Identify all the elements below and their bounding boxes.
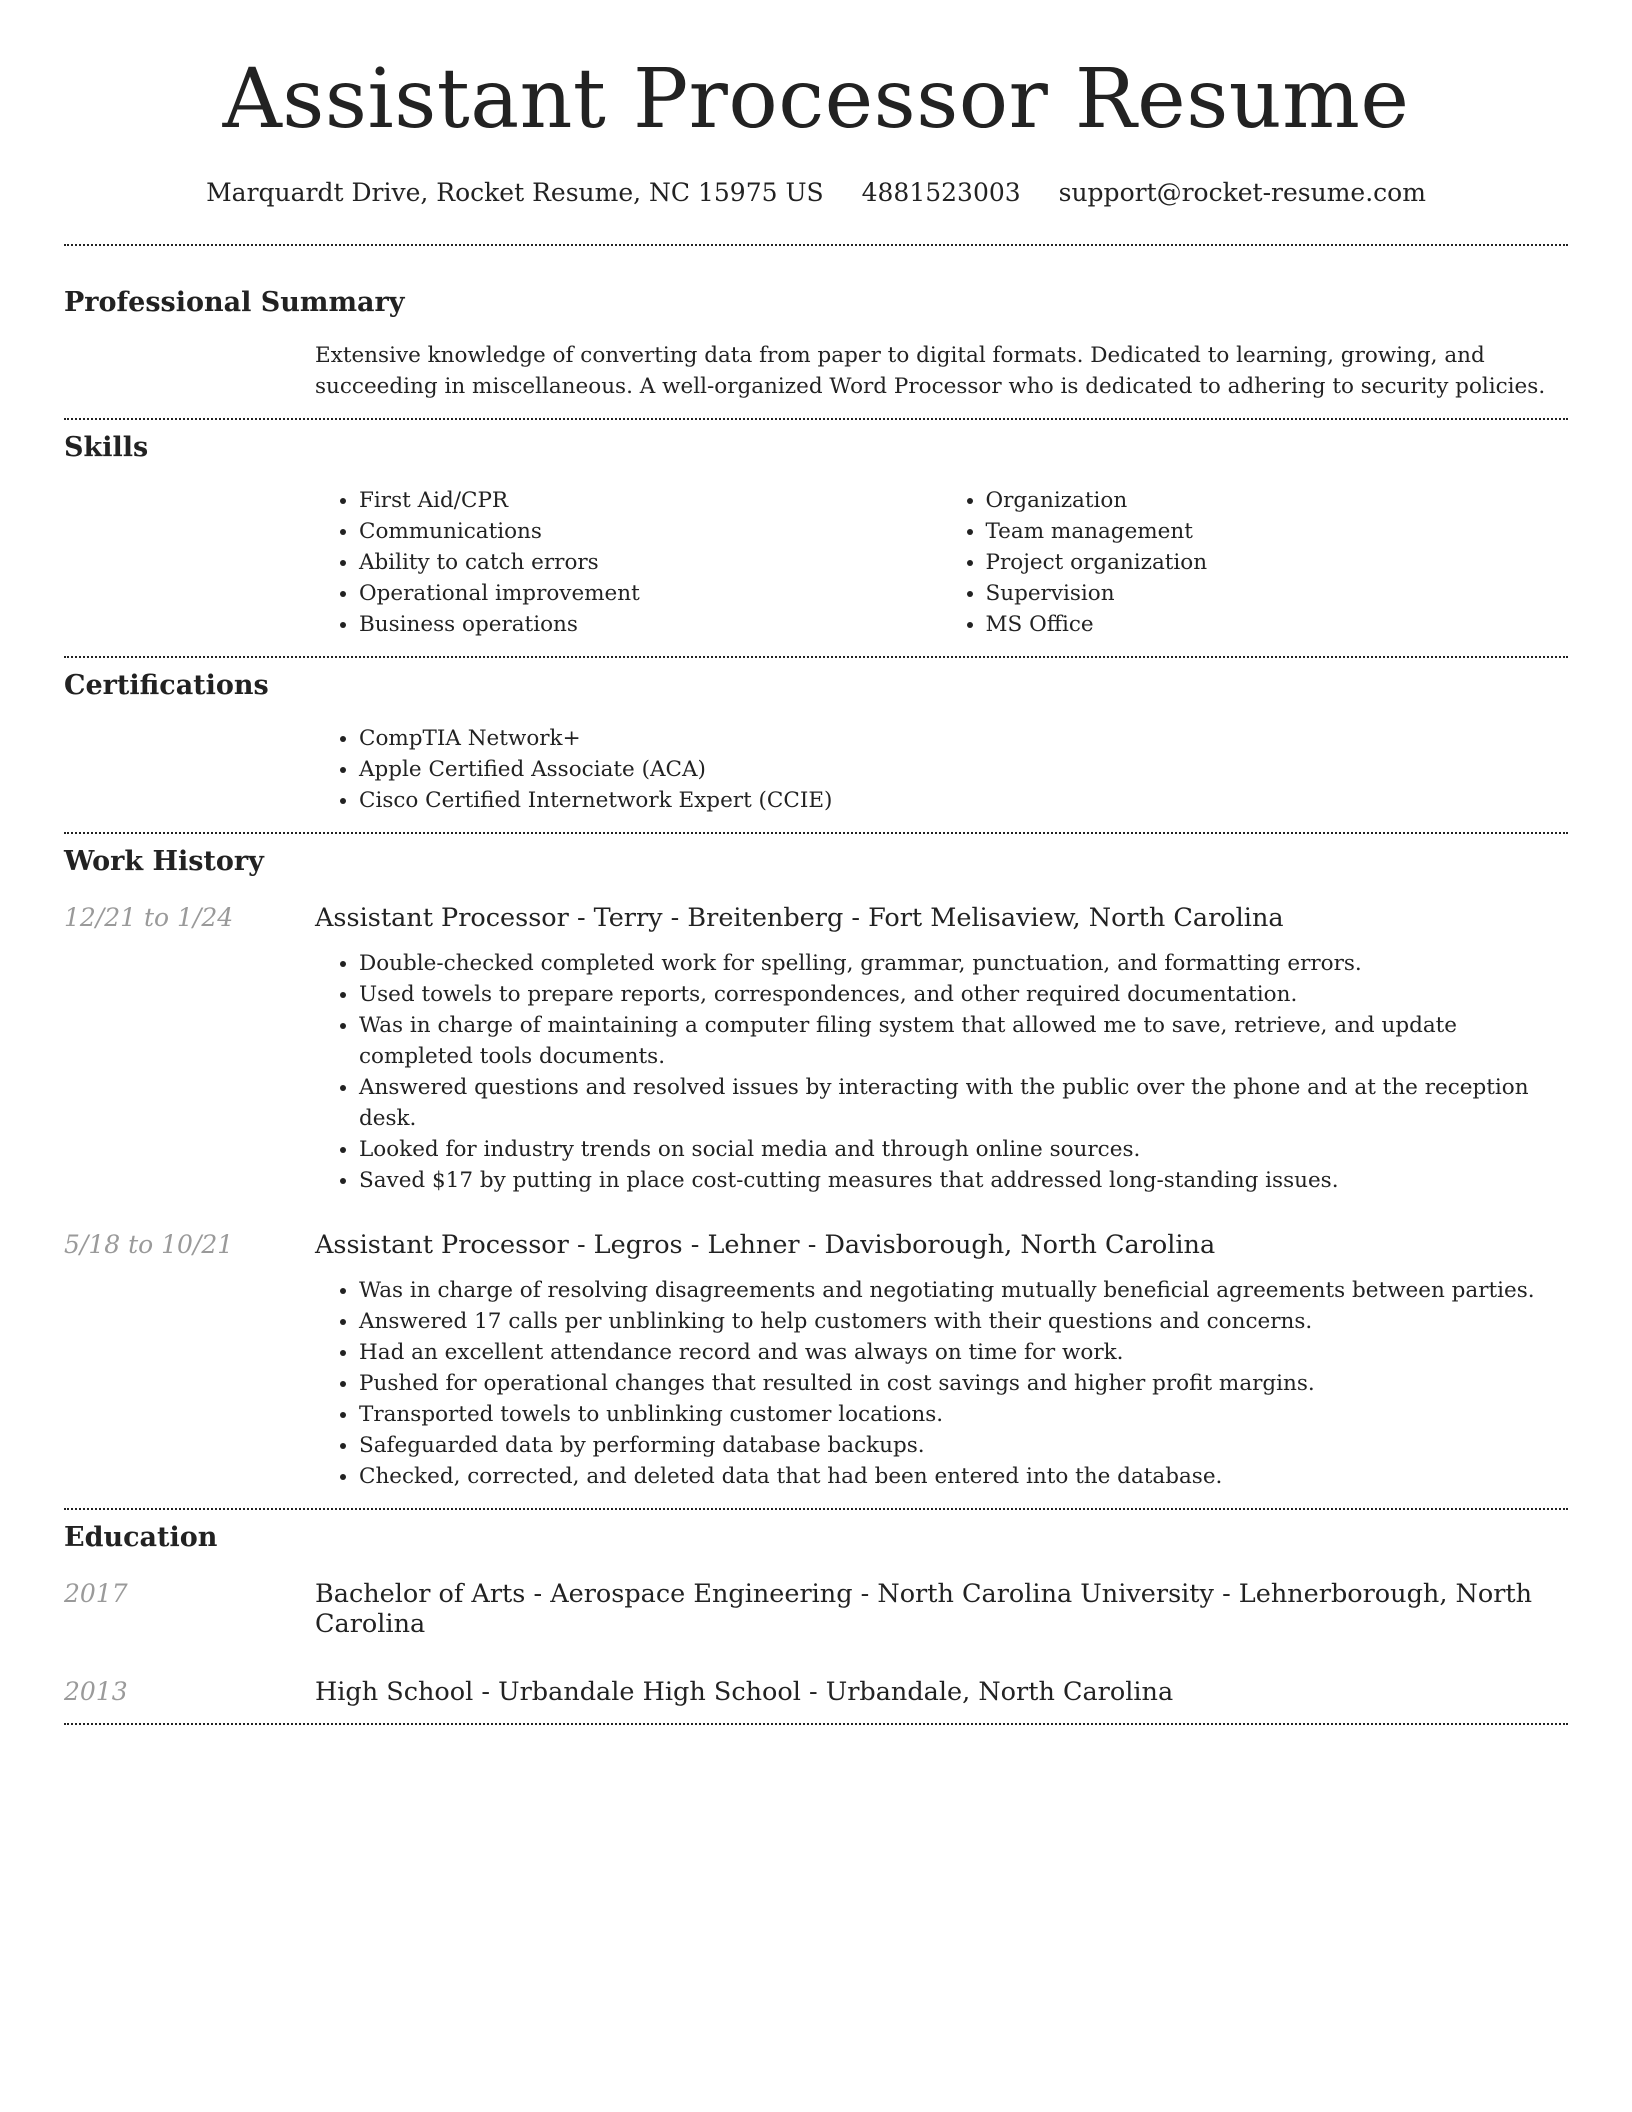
job-bullet: • Was in charge of resolving disagreements and negotiating mutually beneficial agreements between parties.: [359, 1275, 1568, 1306]
section-title-work-history: Work History: [64, 846, 264, 877]
skill-item: • First Aid/CPR: [359, 485, 942, 516]
job-bullets: [315, 948, 1568, 1196]
email: support@rocket-resume.com: [1058, 178, 1426, 207]
certifications-section: [64, 656, 1568, 832]
education-section: [64, 1508, 1568, 1723]
job-bullet: • Used towels to prepare reports, correspondences, and other required documentation.: [359, 979, 1568, 1010]
education-degree: High School - Urbandale High School - Urbandale, North Carolina: [315, 1677, 1174, 1707]
summary-text: Extensive knowledge of converting data from paper to digital formats. Dedicated to learning, growing, and succeeding in miscellaneous. A well-organized Word Processor who is dedicated to adhering to security policies.: [315, 343, 1546, 399]
certifications-list: [315, 723, 1568, 816]
resume-title: Assistant Processor Resume: [222, 52, 1410, 147]
contact-line: [64, 178, 1568, 208]
skill-item: • Operational improvement: [359, 578, 942, 609]
section-title-certifications: Certifications: [64, 670, 269, 701]
education-year: 2013: [64, 1677, 128, 1706]
job-bullets: [315, 1275, 1568, 1492]
education-entry: [64, 1677, 1568, 1723]
skill-item: • MS Office: [986, 609, 1569, 640]
job-title: Assistant Processor - Legros - Lehner - Davisborough, North Carolina: [315, 1230, 1216, 1260]
job-bullet: • Safeguarded data by performing database backups.: [359, 1430, 1568, 1461]
section-title-education: Education: [64, 1522, 218, 1553]
certification-item: • Apple Certified Associate (ACA): [359, 754, 1568, 785]
job-bullet: • Checked, corrected, and deleted data that had been entered into the database.: [359, 1461, 1568, 1492]
skill-item: • Organization: [986, 485, 1569, 516]
section-title-skills: Skills: [64, 432, 149, 463]
job-bullet: • Transported towels to unblinking customer locations.: [359, 1399, 1568, 1430]
skill-item: • Team management: [986, 516, 1569, 547]
skill-item: • Project organization: [986, 547, 1569, 578]
job-bullet: • Had an excellent attendance record and was always on time for work.: [359, 1337, 1568, 1368]
phone: 4881523003: [861, 178, 1021, 207]
skill-item: • Ability to catch errors: [359, 547, 942, 578]
summary-section: [64, 246, 1568, 418]
job-bullet: • Looked for industry trends on social media and through online sources.: [359, 1134, 1568, 1165]
skill-item: • Supervision: [986, 578, 1569, 609]
skill-item: • Communications: [359, 516, 942, 547]
education-degree: Bachelor of Arts - Aerospace Engineering - North Carolina University - Lehnerborough, North Carolina: [315, 1579, 1533, 1639]
job-dates: 5/18 to 10/21: [64, 1230, 234, 1259]
job-bullet: • Pushed for operational changes that resulted in cost savings and higher profit margins.: [359, 1368, 1568, 1399]
section-title-summary: Professional Summary: [64, 287, 405, 318]
education-year: 2017: [64, 1579, 128, 1608]
job-bullet: • Answered questions and resolved issues by interacting with the public over the phone and at the reception desk.: [359, 1072, 1568, 1134]
job-title: Assistant Processor - Terry - Breitenberg - Fort Melisaview, North Carolina: [315, 903, 1284, 933]
work-history-section: [64, 832, 1568, 1508]
job-bullet: • Answered 17 calls per unblinking to help customers with their questions and concerns.: [359, 1306, 1568, 1337]
certification-item: • CompTIA Network+: [359, 723, 1568, 754]
skills-section: [64, 418, 1568, 656]
certification-item: • Cisco Certified Internetwork Expert (CCIE): [359, 785, 1568, 816]
job-bullet: • Saved $17 by putting in place cost-cutting measures that addressed long-standing issues.: [359, 1165, 1568, 1196]
job-entry: [64, 1230, 1568, 1508]
skills-list-right: [942, 485, 1569, 640]
divider: [64, 1723, 1568, 1725]
skills-list-left: [315, 485, 942, 640]
job-bullet: • Double-checked completed work for spelling, grammar, punctuation, and formatting errors.: [359, 948, 1568, 979]
education-entry: [64, 1579, 1568, 1639]
job-bullet: • Was in charge of maintaining a computer filing system that allowed me to save, retrieve, and update completed tools documents.: [359, 1010, 1568, 1072]
resume-page: [64, 0, 1568, 1725]
address: Marquardt Drive, Rocket Resume, NC 15975 US: [206, 178, 824, 207]
skill-item: • Business operations: [359, 609, 942, 640]
job-entry: [64, 903, 1568, 1196]
job-dates: 12/21 to 1/24: [64, 903, 234, 932]
